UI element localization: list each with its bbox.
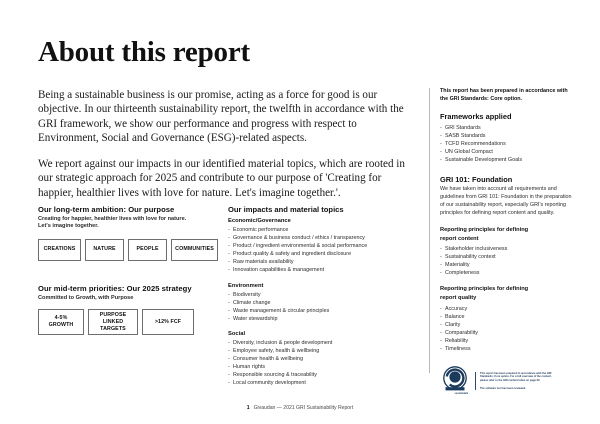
right-column (440, 88, 572, 353)
list-item: - Innovation capabilities & management (228, 266, 418, 274)
list-item: - Economic performance (228, 226, 418, 234)
gri-badge-text (475, 372, 558, 391)
strategy-box-fcf: >12% FCF (142, 309, 194, 335)
list-item: - Diversity, inclusion & people development (228, 339, 418, 347)
list-item: - Local community development (228, 379, 418, 387)
intro-paragraphs (38, 88, 416, 212)
strategy-box-purpose-linked-targets: PURPOSE LINKED TARGETS (88, 309, 138, 335)
quality-principles-list (440, 305, 572, 353)
foundation-body: We have taken into account all requirements and guidelines from GRI 101: Foundation in the preparation of our sustainability report, especially GRI's reporting principles for defining report content and quality. (440, 186, 572, 216)
list-item: - Accuracy (440, 305, 572, 313)
list-item: - Employee safety, health & wellbeing (228, 347, 418, 355)
topic-group-environment (228, 282, 418, 323)
ambition-box-communities: COMMUNITIES (171, 239, 218, 261)
ambition-box-nature: NATURE (85, 239, 124, 261)
topic-group-spacer (228, 275, 418, 282)
topic-group-heading: Economic/Governance (228, 218, 291, 224)
long-term-ambition-section (38, 205, 218, 261)
strategy-box-row (38, 309, 218, 335)
topic-group-heading: Environment (228, 282, 264, 289)
topic-list-environment (228, 291, 418, 323)
list-item: - Governance & business conduct / ethics / transparency (228, 234, 418, 242)
ambition-heading: Our long-term ambition: Our purpose (38, 205, 175, 214)
ambition-box-creations: CREATIONS (38, 239, 81, 261)
gri-badge-text-line-1: This report has been prepared in accordance with the GRI Standards: Core option. For a full overview of the content, please refer to the GRI content index on page 62. (480, 371, 552, 383)
quality-principles-heading-line-1: Reporting principles for defining (440, 286, 529, 293)
material-topics-title: Our impacts and material topics (228, 205, 344, 214)
list-item: - GRI Standards (440, 124, 572, 132)
strategy-subheading: Committed to Growth, with Purpose (38, 294, 134, 301)
strategy-box-growth: 4-5% GROWTH (38, 309, 84, 335)
quality-principles-heading-line-2: report quality (440, 295, 477, 302)
ambition-box-row (38, 239, 218, 261)
topic-list-economic-governance (228, 226, 418, 275)
right-column-spacer (440, 218, 572, 227)
compliance-note: This report has been prepared in accordance with the GRI Standards: Core option. (440, 88, 568, 102)
intro-paragraph-1: Being a sustainable business is our promise, acting as a force for good is our objective. In our thirteenth sustainability report, the twelfth in accordance with the GRI framework, we show our performance and progress with respect to Environment, Social and Governance (ESG)-related aspects. (38, 89, 404, 144)
left-column (38, 205, 218, 335)
content-principles-heading-line-2: report content (440, 235, 479, 242)
foundation-heading: GRI 101: Foundation (440, 174, 513, 184)
report-content-principles-section (440, 227, 572, 278)
list-item: - Materiality (440, 261, 572, 269)
topic-group-social (228, 330, 418, 388)
gri-mark-caption: sustainable (454, 392, 469, 395)
right-column-divider (429, 88, 430, 373)
list-item: - Sustainable Development Goals (440, 156, 572, 164)
list-item: - SASB Standards (440, 132, 572, 140)
gri-badge-text-line-2: The software tool has been reviewed. (480, 386, 526, 390)
list-item: - Consumer health & wellbeing (228, 355, 418, 363)
strategy-heading: Our mid-term priorities: Our 2025 strategy (38, 283, 192, 293)
report-quality-principles-section (440, 286, 572, 353)
ambition-subheading-line-2: Let's imagine together. (38, 223, 99, 230)
page-title: About this report (38, 36, 250, 68)
frameworks-applied-section (440, 112, 572, 164)
list-item: - Completeness (440, 269, 572, 277)
intro-paragraph-2: We report against our impacts in our identified material topics, which are rooted in our strategic approach for 2025 and contribute to our purpose of 'Creating for happier, healthier lives with love for nature. Let's imagine together.'. (38, 158, 405, 199)
frameworks-list (440, 124, 572, 164)
list-item: - Climate change (228, 299, 418, 307)
topic-group-spacer (228, 323, 418, 330)
list-item: - Reliability (440, 337, 572, 345)
list-item: - Timeliness (440, 345, 572, 353)
content-principles-list (440, 245, 572, 277)
list-item: - Stakeholder inclusiveness (440, 245, 572, 253)
list-item: - UN Global Compact (440, 148, 572, 156)
middle-column (228, 205, 418, 388)
mid-term-strategy-section (38, 284, 218, 335)
page-number: 1 (246, 405, 250, 411)
ambition-subheading-line-1: Creating for happier, healthier lives with love for nature. (38, 216, 187, 222)
topic-group-heading: Social (228, 330, 246, 337)
ambition-box-people: PEOPLE (128, 239, 167, 261)
left-column-spacer (38, 261, 218, 284)
topic-list-social (228, 339, 418, 388)
list-item: - TCFD Recommendations (440, 140, 572, 148)
list-item: - Comparability (440, 329, 572, 337)
list-item: - Raw materials availability (228, 258, 418, 266)
list-item: - Waste management & circular principles (228, 307, 418, 315)
list-item: - Water stewardship (228, 315, 418, 323)
content-principles-heading-line-1: Reporting principles for defining (440, 226, 529, 233)
gri-foundation-section (440, 175, 572, 218)
list-item: - Human rights (228, 363, 418, 371)
list-item: - Product quality & safety and ingredient disclosure (228, 250, 418, 258)
page-footer (0, 404, 600, 412)
list-item: - Biodiversity (228, 291, 418, 299)
topic-group-economic-governance (228, 217, 418, 275)
gri-circle-logo-icon (440, 366, 470, 396)
gri-certification-badge (440, 366, 558, 396)
frameworks-heading: Frameworks applied (440, 112, 512, 122)
list-item: - Clarity (440, 321, 572, 329)
right-column-spacer (440, 164, 572, 175)
list-item: - Balance (440, 313, 572, 321)
list-item: - Responsible sourcing & traceability (228, 371, 418, 379)
right-column-spacer (440, 277, 572, 286)
list-item: - Product / ingredient environmental & social performance (228, 242, 418, 250)
footer-text: Givaudan — 2021 GRI Sustainability Report (253, 405, 354, 411)
list-item: - Sustainability context (440, 253, 572, 261)
